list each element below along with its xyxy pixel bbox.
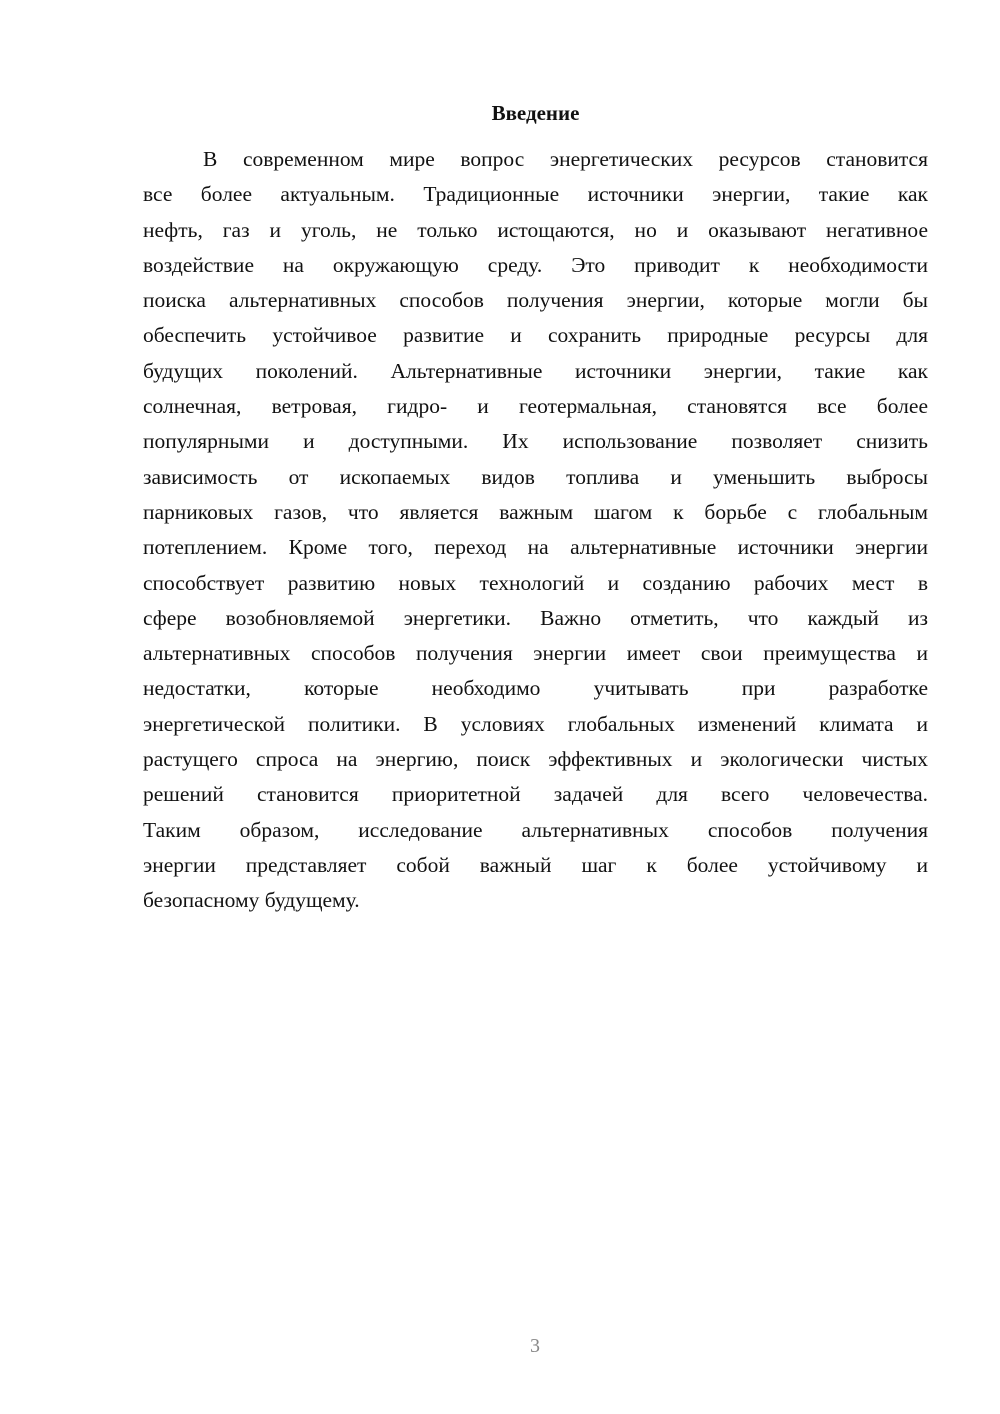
text-line: Таким образом, исследование альтернативных способов получения (143, 817, 928, 842)
text-line: поиска альтернативных способов получения энергии, которые могли бы (143, 288, 928, 313)
text-line: потеплением. Кроме того, переход на альтернативные источники энергии (143, 535, 928, 560)
text-line: альтернативных способов получения энергии имеет свои преимущества и (143, 641, 928, 666)
section-heading: Введение (491, 101, 580, 125)
body-paragraph (143, 142, 928, 919)
text-line: зависимость от ископаемых видов топлива и уменьшить выбросы (143, 464, 928, 489)
text-line: парниковых газов, что является важным шагом к борьбе с глобальным (143, 499, 928, 524)
text-line: способствует развитию новых технологий и созданию рабочих мест в (143, 570, 928, 595)
text-line: В современном мире вопрос энергетических ресурсов становится (203, 147, 928, 171)
text-line: все более актуальным. Традиционные источники энергии, такие как (143, 182, 928, 207)
text-line: нефть, газ и уголь, не только истощаются, но и оказывают негативное (143, 217, 928, 242)
page-number: 3 (530, 1335, 540, 1357)
text-line: энергетической политики. В условиях глобальных изменений климата и (143, 711, 928, 736)
text-line: обеспечить устойчивое развитие и сохранить природные ресурсы для (143, 323, 928, 348)
text-line: популярными и доступными. Их использование позволяет снизить (143, 429, 928, 454)
text-line: энергии представляет собой важный шаг к более устойчивому и (143, 852, 928, 877)
text-line: будущих поколений. Альтернативные источники энергии, такие как (143, 358, 928, 383)
text-line: солнечная, ветровая, гидро- и геотермальная, становятся все более (143, 394, 928, 419)
text-line: недостатки, которые необходимо учитывать при разработке (143, 676, 928, 701)
text-line: безопасному будущему. (143, 888, 360, 913)
text-line: решений становится приоритетной задачей для всего человечества. (143, 782, 928, 807)
text-line: сфере возобновляемой энергетики. Важно отметить, что каждый из (143, 605, 928, 630)
text-line: воздействие на окружающую среду. Это приводит к необходимости (143, 252, 928, 277)
text-line: растущего спроса на энергию, поиск эффективных и экологически чистых (143, 747, 928, 772)
